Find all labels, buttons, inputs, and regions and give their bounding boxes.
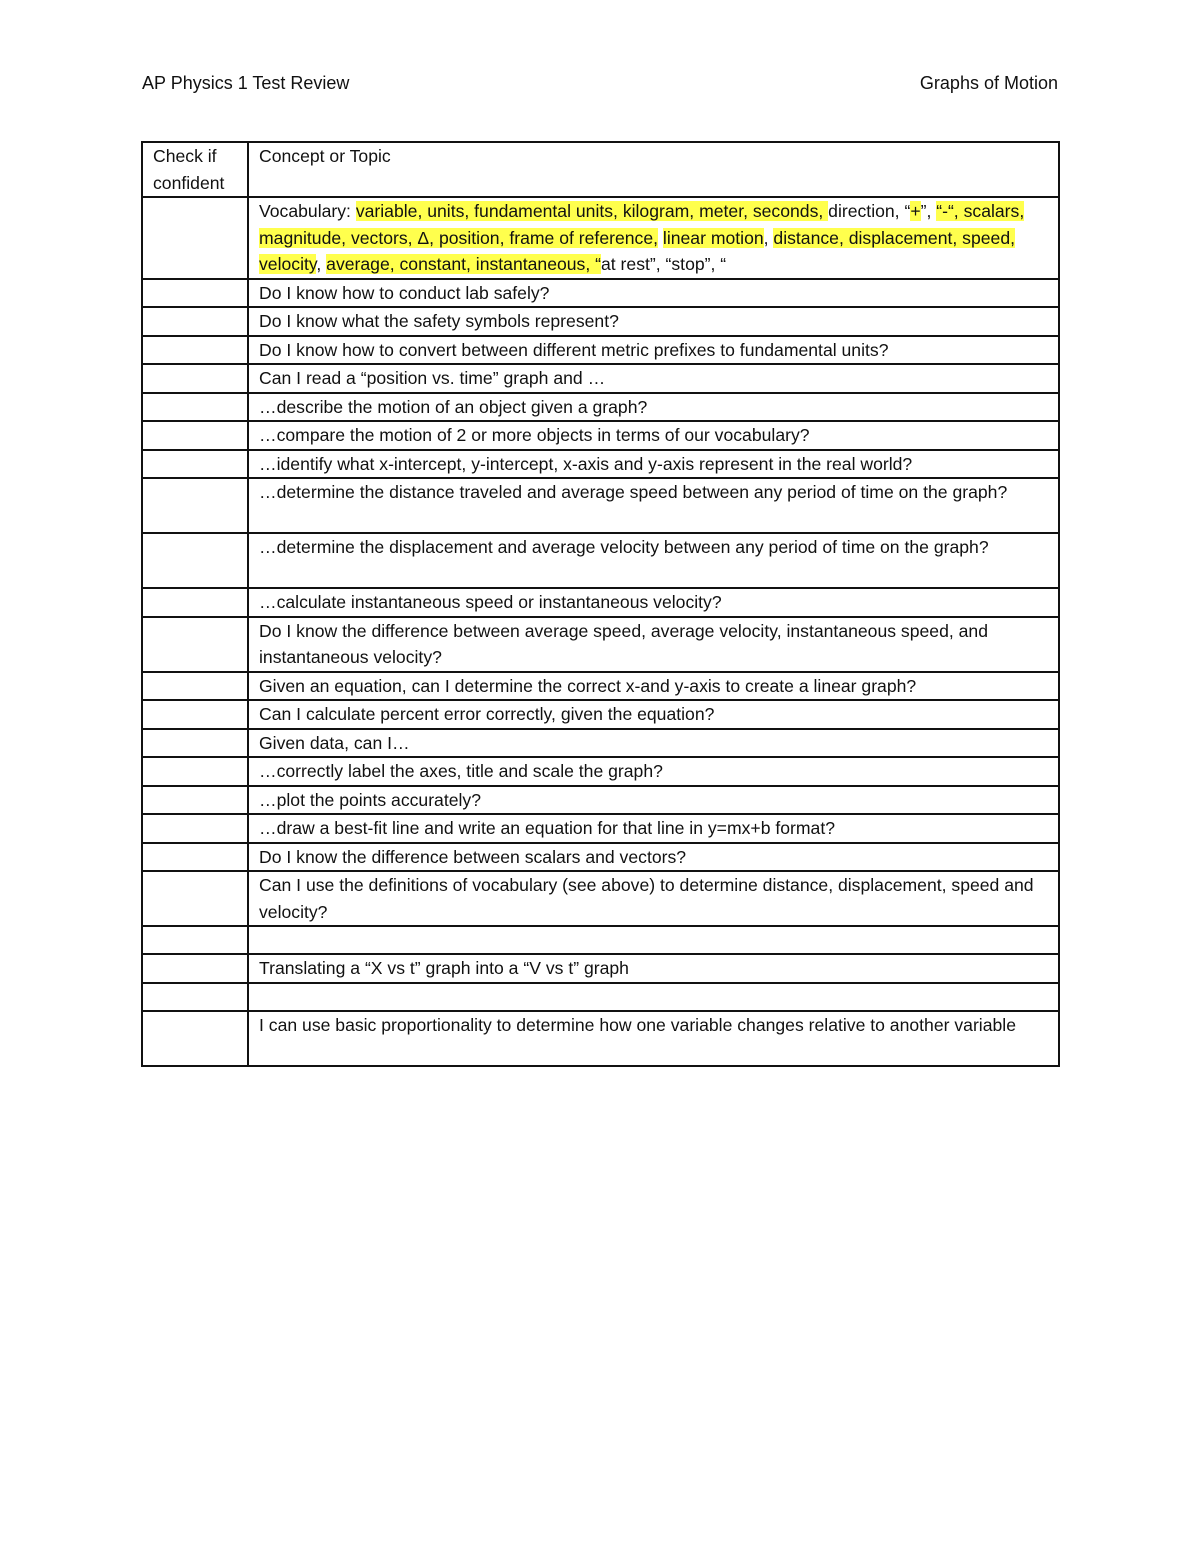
table-row [142, 393, 1059, 422]
topic-cell: …determine the distance traveled and average speed between any period of time on the graph? [248, 478, 1059, 533]
table-row [142, 672, 1059, 701]
topic-cell: Do I know what the safety symbols represent? [248, 307, 1059, 336]
table-row [142, 1011, 1059, 1066]
check-cell[interactable] [142, 757, 248, 786]
table-row [142, 814, 1059, 843]
vocab-text: , [763, 227, 774, 248]
column-header-topic: Concept or Topic [248, 142, 1059, 197]
check-cell[interactable] [142, 700, 248, 729]
topic-cell: …draw a best-fit line and write an equation for that line in y=mx+b format? [248, 814, 1059, 843]
topic-cell: Can I use the definitions of vocabulary (see above) to determine distance, displacement, speed and velocity? [248, 871, 1059, 926]
topic-cell: …describe the motion of an object given a graph? [248, 393, 1059, 422]
header-left: AP Physics 1 Test Review [142, 73, 350, 93]
topic-cell: I can use basic proportionality to determine how one variable changes relative to another variable [248, 1011, 1059, 1066]
table-row [142, 786, 1059, 815]
check-cell[interactable] [142, 197, 248, 279]
table-row [142, 364, 1059, 393]
topic-cell: …identify what x-intercept, y-intercept, x-axis and y-axis represent in the real world? [248, 450, 1059, 479]
check-cell[interactable] [142, 729, 248, 758]
table-row [142, 279, 1059, 308]
topic-cell: …compare the motion of 2 or more objects in terms of our vocabulary? [248, 421, 1059, 450]
vocab-highlight: + [910, 201, 921, 221]
topic-cell: …calculate instantaneous speed or instantaneous velocity? [248, 588, 1059, 617]
vocab-text: direction, “ [828, 201, 911, 221]
vocab-highlight: average, constant, instantaneous, “ [326, 254, 601, 274]
table-row [142, 307, 1059, 336]
topic-cell: Given data, can I… [248, 729, 1059, 758]
vocab-highlight: variable, units, fundamental units, kilogram, meter, seconds, [355, 201, 829, 221]
table-row [142, 700, 1059, 729]
table-row [142, 450, 1059, 479]
table-row [142, 588, 1059, 617]
column-header-check: Check if confident [142, 142, 248, 197]
table-row [142, 954, 1059, 983]
check-cell[interactable] [142, 478, 248, 533]
vocab-highlight: “-“, [936, 201, 964, 221]
table-row [142, 757, 1059, 786]
vocab-text: , [316, 254, 327, 274]
table-row [142, 421, 1059, 450]
check-cell[interactable] [142, 307, 248, 336]
check-cell[interactable] [142, 983, 248, 1011]
table-header-row [142, 142, 1059, 197]
check-cell[interactable] [142, 279, 248, 308]
topic-cell: …correctly label the axes, title and scale the graph? [248, 757, 1059, 786]
check-cell[interactable] [142, 336, 248, 365]
topic-cell: Given an equation, can I determine the correct x-and y-axis to create a linear graph? [248, 672, 1059, 701]
table-row [142, 843, 1059, 872]
topic-cell: …plot the points accurately? [248, 786, 1059, 815]
table-row [142, 729, 1059, 758]
topic-cell: Do I know the difference between scalars and vectors? [248, 843, 1059, 872]
check-cell[interactable] [142, 954, 248, 983]
check-cell[interactable] [142, 421, 248, 450]
vocab-highlight: distance, displacement, speed, velocity [259, 227, 1015, 274]
topic-cell: Can I calculate percent error correctly, given the equation? [248, 700, 1059, 729]
vocabulary-row [142, 197, 1059, 279]
table-row [142, 617, 1059, 672]
check-cell[interactable] [142, 450, 248, 479]
check-cell[interactable] [142, 672, 248, 701]
check-cell[interactable] [142, 617, 248, 672]
topic-cell [248, 983, 1059, 1011]
table-row [142, 871, 1059, 926]
vocab-text: ”, [920, 201, 937, 221]
topic-cell: Can I read a “position vs. time” graph and … [248, 364, 1059, 393]
header-right: Graphs of Motion [919, 73, 1058, 93]
check-cell[interactable] [142, 1011, 248, 1066]
topic-cell: Translating a “X vs t” graph into a “V vs t” graph [248, 954, 1059, 983]
vocab-highlight: scalars, magnitude, vectors, Δ, position, frame of reference, [259, 201, 1025, 248]
check-cell[interactable] [142, 393, 248, 422]
topic-cell [248, 926, 1059, 954]
table-row [142, 336, 1059, 365]
vocabulary-cell [248, 197, 1059, 279]
topic-cell: …determine the displacement and average velocity between any period of time on the graph? [248, 533, 1059, 588]
check-cell[interactable] [142, 871, 248, 926]
check-cell[interactable] [142, 926, 248, 954]
check-cell[interactable] [142, 588, 248, 617]
vocab-highlight: linear motion [662, 227, 764, 248]
table-row [142, 983, 1059, 1011]
check-cell[interactable] [142, 843, 248, 872]
check-cell[interactable] [142, 814, 248, 843]
topic-cell: Do I know how to conduct lab safely? [248, 279, 1059, 308]
table-row [142, 926, 1059, 954]
topic-cell: Do I know the difference between average speed, average velocity, instantaneous speed, and instantaneous velocity? [248, 617, 1059, 672]
check-cell[interactable] [142, 786, 248, 815]
topic-cell: Do I know how to convert between different metric prefixes to fundamental units? [248, 336, 1059, 365]
table-row [142, 478, 1059, 533]
check-cell[interactable] [142, 533, 248, 588]
vocab-text: at rest”, “stop”, “ [601, 254, 727, 274]
table-row [142, 533, 1059, 588]
review-table [141, 141, 1060, 1067]
vocab-text: Vocabulary: [259, 201, 356, 221]
check-cell[interactable] [142, 364, 248, 393]
